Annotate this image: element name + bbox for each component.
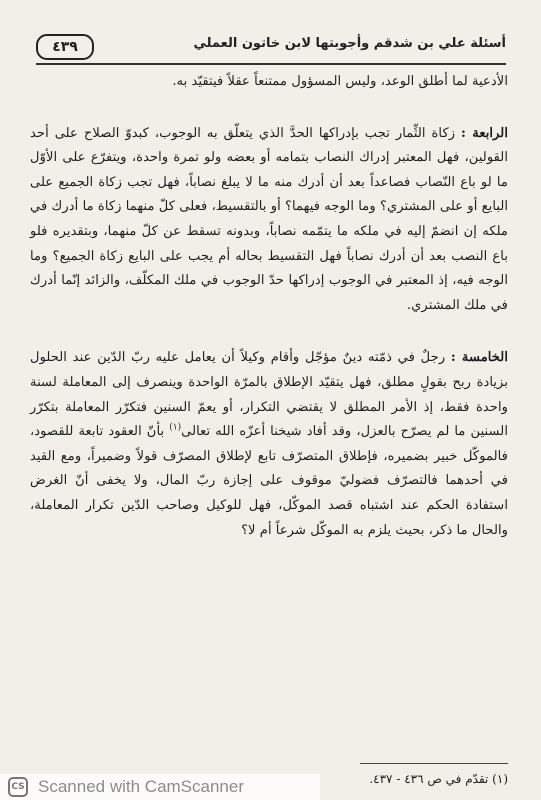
header-divider [36, 63, 506, 65]
page-body [30, 70, 508, 543]
watermark-text: Scanned with CamScanner [38, 777, 245, 796]
page-number-badge: ٤٣٩ [36, 34, 94, 60]
paragraph-question-4 [30, 122, 508, 319]
paragraph-text: زكاة الثِّمار تجب بإدراكها الحدَّ الذي يتعلّق به الوجوب، كبدوّ الصلاح على أحد القولين، فهل المعتبر إدراك النصاب بتمامه أو بعضه ولو تمرة واحدة، ويتفرّع على الأوّل ما لو باع النّصاب فصاعداً بعد أن أدرك منه ما لا يبلغ نصاباً، فهل تجب زكاة الجميع على البايع أو على المشتري؟ وما الوجه فيهما؟ أو بالتقسيط، فعلى كلّ منهما زكاة ما أدرك في ملكه إن انضمّ إليه في ملكه ما يتمّمه نصاباً، وبدونه تسقط عن كلّ منهما، وبتقديره فلو باع النصب بعد أن أدرك نصاباً فهل التقسيط بحاله أم يجب على البايع زكاة الجميع؟ وما الوجه فيه، إذ المعتبر في الوجوب إدراكها حدّ الوجوب في ملك المكلّف، والزائد إنّما أدرك في ملك المشتري. [30, 125, 508, 313]
paragraph-text-part1: رجلٌ في ذمّته دينٌ مؤجّل وأقام وكيلاً أن يعامل عليه ربّ الدّين عند الحلول بزيادة ربح بقولٍ مطلق، فهل يتقيّد الإطلاق بالمرّة الواحدة وينصرف إلى المعاملة لسنة واحدة فقط، إذ الأمر المطلق لا يقتضي التكرار، أو يعمّ السنين فتكرّر المعاملة بتكرّر السنين ما لم يصرّح بالعزل، وقد أفاد شيخنا أعزّه الله تعالى [30, 350, 508, 440]
footnote: (١) تقدّم في ص ٤٣٦ - ٤٣٧. [369, 772, 508, 786]
camscanner-logo-icon: CS [8, 777, 28, 797]
footnote-ref: (١) [169, 422, 182, 433]
paragraph-text-part2: بأنّ العقود تابعة للقصود، فالموكّل خبير بضميره، فإطلاق المتصرّف تابع لإطلاق المصرّف قولاً وضميراً، ومع القيد في أحدهما فالتصرّف فضوليّ موقوف على إجازة ربّ المال، ولا يخفى أنّ الغرض استفادة الحكم عند اشتباه قصد الموكّل، فهل للوكيل وصاحب الدّين تكرار المعاملة، والحال ما ذكر، بحيث يلزم به الموكّل شرعاً أم لا؟ [30, 424, 508, 538]
paragraph-continuation [30, 70, 508, 95]
running-header [36, 34, 506, 62]
paragraph-question-5 [30, 346, 508, 543]
header-title: أسئلة علي بن شدقم وأجوبتها لابن خاتون العملي [193, 36, 506, 51]
question-label: الرابعة : [461, 125, 508, 141]
footnote-divider [360, 763, 508, 764]
scanner-watermark [0, 774, 320, 800]
question-label: الخامسة : [450, 350, 508, 366]
paragraph-text: الأدعية لما أطلق الوعد، وليس المسؤول ممتنعاً عقلاً فيتقيّد به. [172, 74, 508, 89]
